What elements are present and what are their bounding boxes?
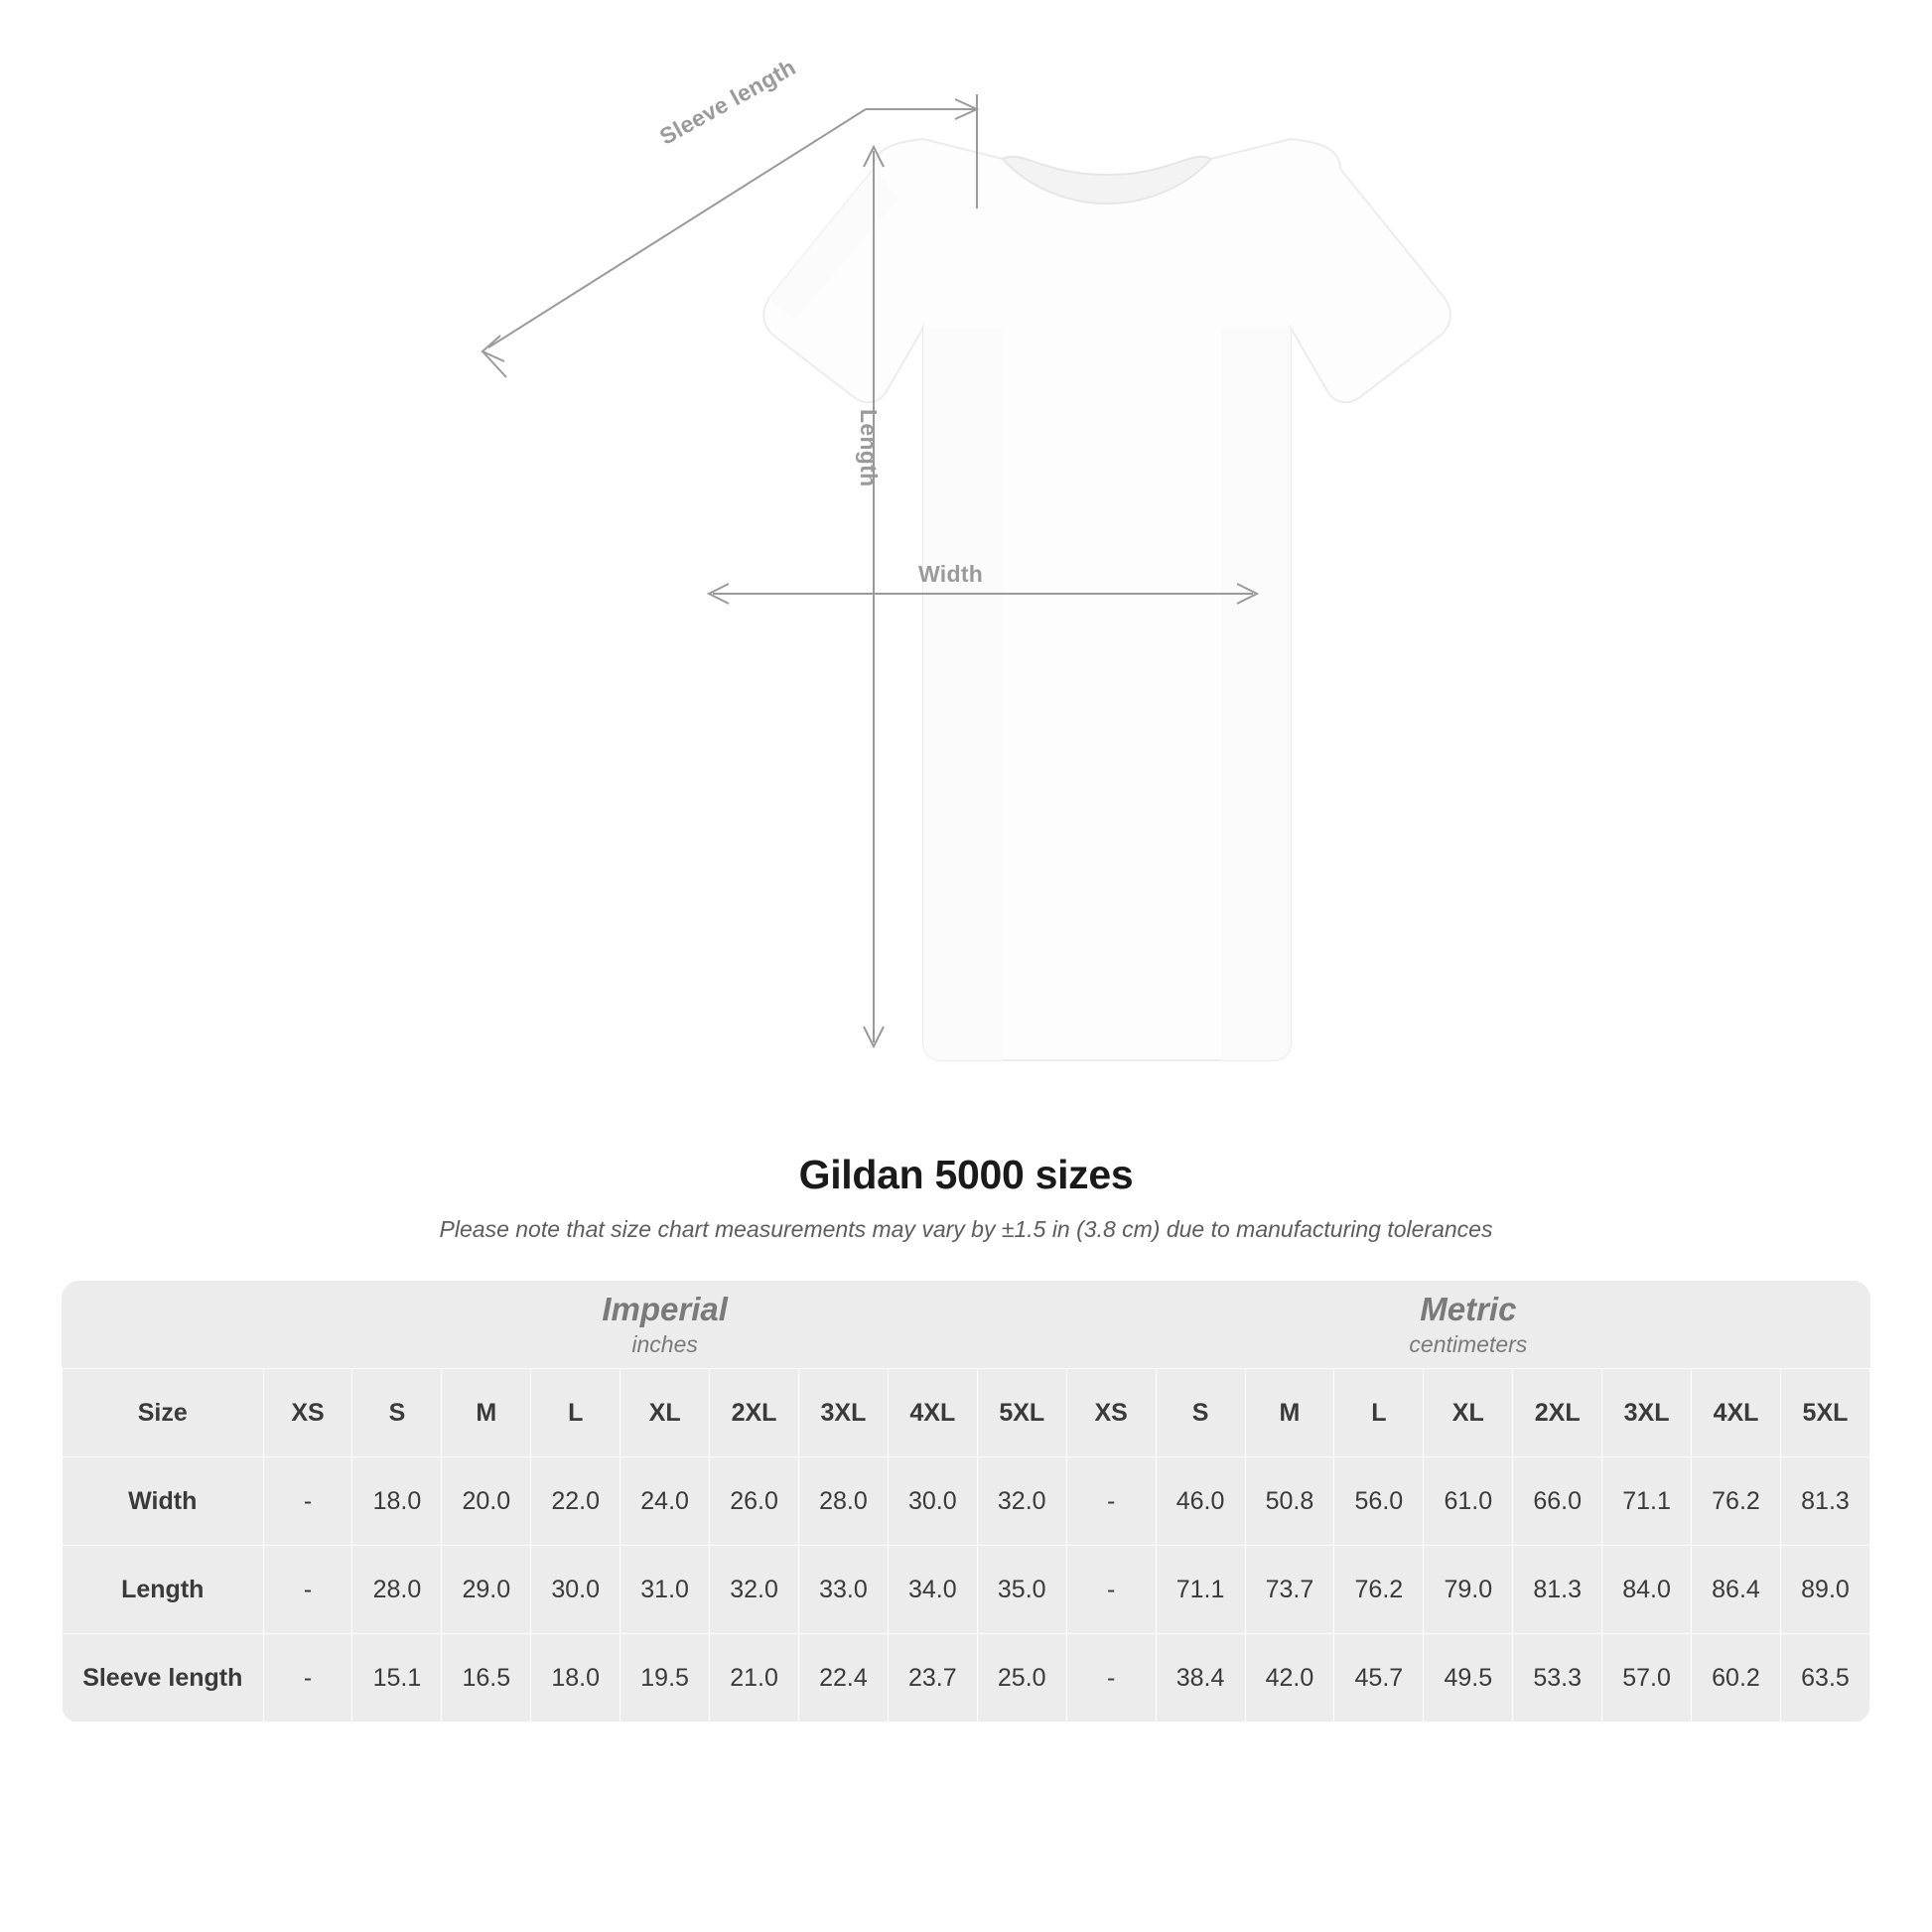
cell-length-imperial-s: 28.0 xyxy=(352,1546,442,1634)
size-col-metric-xl: XL xyxy=(1424,1369,1513,1457)
size-col-metric-l: L xyxy=(1334,1369,1424,1457)
unit-header-spacer xyxy=(63,1281,264,1369)
size-col-metric-4xl: 4XL xyxy=(1692,1369,1781,1457)
cell-width-metric-xl: 61.0 xyxy=(1424,1457,1513,1546)
size-col-metric-s: S xyxy=(1156,1369,1245,1457)
cell-length-metric-3xl: 84.0 xyxy=(1602,1546,1692,1634)
cell-sleeve-imperial-xl: 19.5 xyxy=(621,1634,710,1723)
unit-name-metric: Metric xyxy=(1420,1291,1517,1328)
cell-length-metric-l: 76.2 xyxy=(1334,1546,1424,1634)
cell-length-imperial-l: 30.0 xyxy=(531,1546,621,1634)
cell-sleeve-metric-m: 42.0 xyxy=(1245,1634,1334,1723)
cell-sleeve-metric-l: 45.7 xyxy=(1334,1634,1424,1723)
unit-sub-metric: centimeters xyxy=(1409,1330,1528,1357)
size-col-metric-2xl: 2XL xyxy=(1513,1369,1602,1457)
table-row xyxy=(63,1634,1870,1723)
cell-sleeve-imperial-5xl: 25.0 xyxy=(977,1634,1066,1723)
size-col-imperial-l: L xyxy=(531,1369,621,1457)
cell-sleeve-imperial-4xl: 23.7 xyxy=(888,1634,977,1723)
title-block xyxy=(0,1152,1932,1243)
cell-sleeve-imperial-s: 15.1 xyxy=(352,1634,442,1723)
cell-sleeve-metric-2xl: 53.3 xyxy=(1513,1634,1602,1723)
cell-length-imperial-4xl: 34.0 xyxy=(888,1546,977,1634)
cell-length-metric-2xl: 81.3 xyxy=(1513,1546,1602,1634)
cell-sleeve-imperial-xs: - xyxy=(263,1634,352,1723)
cell-length-metric-xl: 79.0 xyxy=(1424,1546,1513,1634)
width-label: Width xyxy=(918,561,984,587)
cell-sleeve-imperial-3xl: 22.4 xyxy=(798,1634,888,1723)
size-chart-table xyxy=(62,1281,1870,1723)
cell-length-metric-s: 71.1 xyxy=(1156,1546,1245,1634)
cell-width-metric-5xl: 81.3 xyxy=(1780,1457,1869,1546)
table-row xyxy=(63,1457,1870,1546)
table-row xyxy=(63,1546,1870,1634)
cell-width-imperial-m: 20.0 xyxy=(442,1457,531,1546)
cell-width-metric-4xl: 76.2 xyxy=(1692,1457,1781,1546)
cell-sleeve-metric-3xl: 57.0 xyxy=(1602,1634,1692,1723)
size-col-metric-3xl: 3XL xyxy=(1602,1369,1692,1457)
size-col-imperial-m: M xyxy=(442,1369,531,1457)
unit-header-metric xyxy=(1066,1281,1869,1369)
cell-sleeve-metric-s: 38.4 xyxy=(1156,1634,1245,1723)
size-chart-table-wrap xyxy=(62,1281,1870,1723)
cell-sleeve-metric-5xl: 63.5 xyxy=(1780,1634,1869,1723)
cell-sleeve-imperial-l: 18.0 xyxy=(531,1634,621,1723)
cell-length-metric-5xl: 89.0 xyxy=(1780,1546,1869,1634)
cell-sleeve-imperial-2xl: 21.0 xyxy=(710,1634,799,1723)
cell-length-metric-4xl: 86.4 xyxy=(1692,1546,1781,1634)
cell-length-imperial-xl: 31.0 xyxy=(621,1546,710,1634)
size-col-metric-m: M xyxy=(1245,1369,1334,1457)
row-label-width: Width xyxy=(63,1457,264,1546)
unit-name-imperial: Imperial xyxy=(602,1291,728,1328)
cell-length-metric-xs: - xyxy=(1066,1546,1156,1634)
size-col-metric-5xl: 5XL xyxy=(1780,1369,1869,1457)
cell-sleeve-metric-xs: - xyxy=(1066,1634,1156,1723)
unit-header-row xyxy=(63,1281,1870,1369)
page-title: Gildan 5000 sizes xyxy=(798,1152,1134,1197)
cell-sleeve-metric-4xl: 60.2 xyxy=(1692,1634,1781,1723)
size-col-imperial-2xl: 2XL xyxy=(710,1369,799,1457)
size-col-imperial-3xl: 3XL xyxy=(798,1369,888,1457)
size-header-label: Size xyxy=(63,1369,264,1457)
cell-length-imperial-m: 29.0 xyxy=(442,1546,531,1634)
row-label-length: Length xyxy=(63,1546,264,1634)
cell-width-imperial-l: 22.0 xyxy=(531,1457,621,1546)
tshirt-shape xyxy=(763,139,1450,1060)
cell-width-metric-2xl: 66.0 xyxy=(1513,1457,1602,1546)
size-col-imperial-5xl: 5XL xyxy=(977,1369,1066,1457)
size-col-metric-xs: XS xyxy=(1066,1369,1156,1457)
tolerance-note: Please note that size chart measurements may vary by ±1.5 in (3.8 cm) due to manufacturing tolerances xyxy=(439,1216,1493,1242)
sleeve-length-label: Sleeve length xyxy=(655,54,800,150)
cell-width-metric-xs: - xyxy=(1066,1457,1156,1546)
cell-length-imperial-5xl: 35.0 xyxy=(977,1546,1066,1634)
cell-width-imperial-4xl: 30.0 xyxy=(888,1457,977,1546)
size-col-imperial-xs: XS xyxy=(263,1369,352,1457)
row-label-sleeve-length: Sleeve length xyxy=(63,1634,264,1723)
cell-width-imperial-xs: - xyxy=(263,1457,352,1546)
length-label: Length xyxy=(856,409,882,487)
cell-width-imperial-3xl: 28.0 xyxy=(798,1457,888,1546)
size-col-imperial-4xl: 4XL xyxy=(888,1369,977,1457)
unit-sub-imperial: inches xyxy=(631,1330,698,1357)
cell-width-metric-3xl: 71.1 xyxy=(1602,1457,1692,1546)
cell-sleeve-imperial-m: 16.5 xyxy=(442,1634,531,1723)
cell-sleeve-metric-xl: 49.5 xyxy=(1424,1634,1513,1723)
cell-length-metric-m: 73.7 xyxy=(1245,1546,1334,1634)
cell-length-imperial-xs: - xyxy=(263,1546,352,1634)
cell-width-imperial-2xl: 26.0 xyxy=(710,1457,799,1546)
size-header-row xyxy=(63,1369,1870,1457)
cell-width-imperial-xl: 24.0 xyxy=(621,1457,710,1546)
cell-width-imperial-5xl: 32.0 xyxy=(977,1457,1066,1546)
cell-width-imperial-s: 18.0 xyxy=(352,1457,442,1546)
cell-width-metric-l: 56.0 xyxy=(1334,1457,1424,1546)
cell-length-imperial-3xl: 33.0 xyxy=(798,1546,888,1634)
unit-header-imperial xyxy=(263,1281,1066,1369)
cell-length-imperial-2xl: 32.0 xyxy=(710,1546,799,1634)
size-col-imperial-s: S xyxy=(352,1369,442,1457)
cell-width-metric-m: 50.8 xyxy=(1245,1457,1334,1546)
size-col-imperial-xl: XL xyxy=(621,1369,710,1457)
cell-width-metric-s: 46.0 xyxy=(1156,1457,1245,1546)
